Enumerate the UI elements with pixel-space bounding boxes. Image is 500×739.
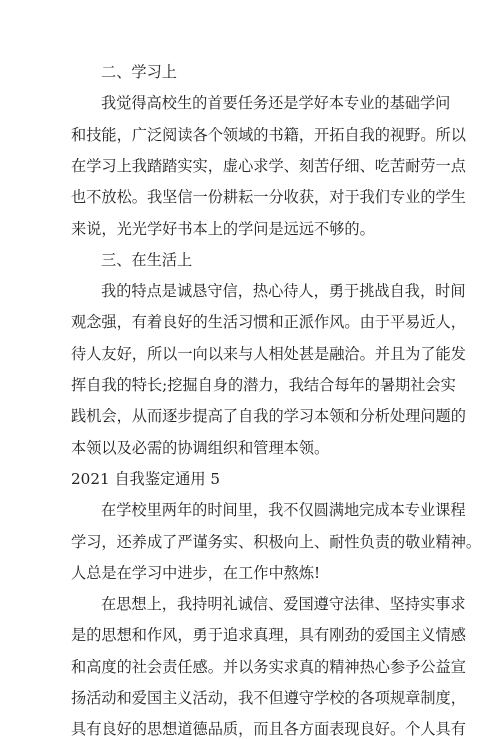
section-heading-study: 二、学习上 <box>101 63 177 81</box>
paragraph-line: 在学校里两年的时间里，我不仅圆满地完成本专业课程 <box>101 501 466 519</box>
paragraph-line: 我觉得高校生的首要任务还是学好本专业的基础学问 <box>101 94 451 112</box>
document-title: 2021 自我鉴定通用 5 <box>71 470 221 488</box>
paragraph-line: 本领以及必需的协调组织和管理本领。 <box>71 439 330 457</box>
paragraph-line: 观念强，有着良好的生活习惯和正派作风。由于平易近人， <box>71 313 466 331</box>
paragraph-line: 来说，光光学好书本上的学问是远远不够的。 <box>71 220 375 238</box>
paragraph-line: 是的思想和作风，勇于追求真理，具有刚劲的爱国主义情感 <box>71 626 466 644</box>
paragraph-line: 和技能，广泛阅读各个领域的书籍，开拓自我的视野。所以 <box>71 126 466 144</box>
paragraph-line: 践机会，从而逐步提高了自我的学习本领和分析处理问题的 <box>71 407 466 425</box>
paragraph-line: 人总是在学习中进步，在工作中熬炼! <box>71 564 321 582</box>
paragraph-line: 和高度的社会责任感。并以务实求真的精神热心参予公益宣 <box>71 658 466 676</box>
paragraph-line: 具有良好的思想道德品质，而且各方面表现良好。个人具有 <box>71 720 466 738</box>
paragraph-line: 学习，还养成了严谨务实、积极向上、耐性负责的敬业精神。 <box>71 533 482 551</box>
paragraph-line: 在思想上，我持明礼诚信、爱国遵守法律、坚持实事求 <box>101 595 466 613</box>
paragraph-line: 我的特点是诚恳守信，热心待人，勇于挑战自我，时间 <box>101 282 466 300</box>
paragraph-line: 挥自我的特长;挖掘自身的潜力，我结合每年的暑期社会实 <box>71 376 456 394</box>
paragraph-line: 扬活动和爱国主义活动，我不但遵守学校的各项规章制度， <box>71 689 466 707</box>
paragraph-line: 也不放松。我坚信一份耕耘一分收获，对于我们专业的学生 <box>71 188 466 206</box>
paragraph-line: 待人友好，所以一向以来与人相处甚是融洽。并且为了能发 <box>71 345 466 363</box>
paragraph-line: 在学习上我踏踏实实，虚心求学、刻苦仔细、吃苦耐劳一点 <box>71 157 466 175</box>
section-heading-life: 三、在生活上 <box>101 251 193 269</box>
